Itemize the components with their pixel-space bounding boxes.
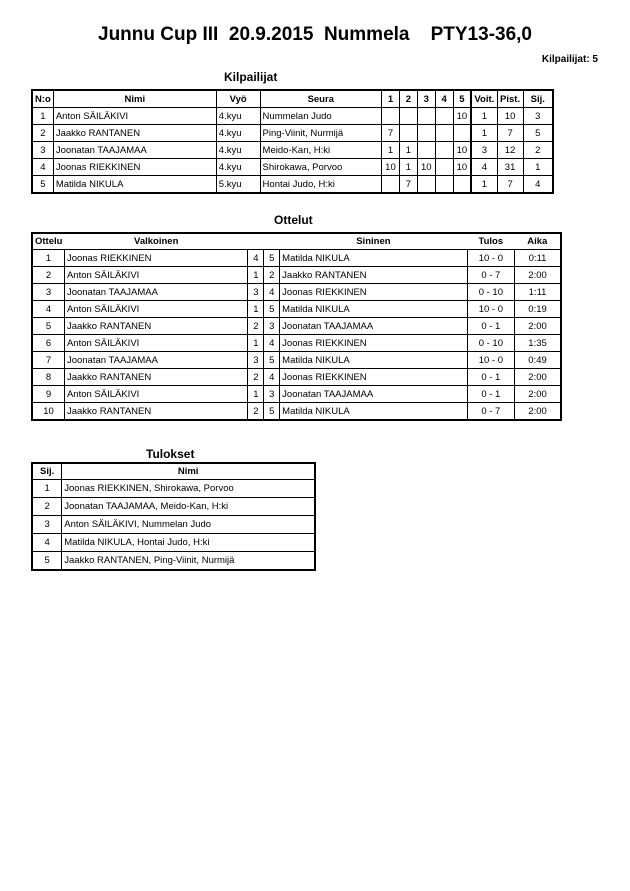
competitor-round-score xyxy=(399,125,417,142)
result-place: 4 xyxy=(32,534,62,552)
competitor-name: Anton SÄILÄKIVI xyxy=(53,108,216,125)
competitor-no: 3 xyxy=(32,142,53,159)
match-time: 0:11 xyxy=(515,250,561,267)
match-white-name: Jaakko RANTANEN xyxy=(64,403,248,421)
match-blue-name: Joonatan TAAJAMAA xyxy=(280,386,467,403)
competitors-header-row xyxy=(32,90,553,108)
competitor-round-score: 10 xyxy=(381,159,399,176)
match-white-no: 1 xyxy=(248,267,264,284)
match-result: 0 - 7 xyxy=(467,403,514,421)
competitor-points: 12 xyxy=(497,142,523,159)
competitor-points: 10 xyxy=(497,108,523,125)
result-name: Anton SÄILÄKIVI, Nummelan Judo xyxy=(62,516,315,534)
match-blue-name: Joonas RIEKKINEN xyxy=(280,284,467,301)
match-no: 4 xyxy=(32,301,64,318)
results-section-title: Tulokset xyxy=(146,447,195,461)
col-r4: 4 xyxy=(435,90,453,108)
competitor-place: 4 xyxy=(523,176,553,194)
competitor-round-score: 10 xyxy=(417,159,435,176)
results-table xyxy=(31,462,316,571)
results-header-row xyxy=(32,463,315,480)
match-blue-no: 5 xyxy=(264,301,280,318)
result-place: 1 xyxy=(32,480,62,498)
competitor-place: 5 xyxy=(523,125,553,142)
match-blue-no: 2 xyxy=(264,267,280,284)
result-name: Joonatan TAAJAMAA, Meido-Kan, H:ki xyxy=(62,498,315,516)
result-name: Jaakko RANTANEN, Ping-Viinit, Nurmijä xyxy=(62,552,315,571)
matches-table xyxy=(31,232,562,421)
competitor-club: Ping-Viinit, Nurmijä xyxy=(260,125,381,142)
competitor-club: Shirokawa, Porvoo xyxy=(260,159,381,176)
result-place: 5 xyxy=(32,552,62,571)
col-result: Tulos xyxy=(467,233,514,250)
result-row xyxy=(32,516,315,534)
competitor-round-score: 7 xyxy=(399,176,417,194)
competitor-round-score: 10 xyxy=(453,142,471,159)
match-blue-no: 3 xyxy=(264,386,280,403)
match-no: 1 xyxy=(32,250,64,267)
competitor-round-score xyxy=(435,108,453,125)
match-result: 10 - 0 xyxy=(467,301,514,318)
competitor-belt: 4.kyu xyxy=(216,159,260,176)
competitor-name: Jaakko RANTANEN xyxy=(53,125,216,142)
match-white-no: 1 xyxy=(248,301,264,318)
competitor-round-score xyxy=(417,176,435,194)
match-row xyxy=(32,352,561,369)
match-blue-no: 5 xyxy=(264,250,280,267)
col-r5: 5 xyxy=(453,90,471,108)
match-white-no: 4 xyxy=(248,250,264,267)
competitor-round-score: 10 xyxy=(453,159,471,176)
match-blue-name: Matilda NIKULA xyxy=(280,403,467,421)
competitor-belt: 4.kyu xyxy=(216,108,260,125)
match-result: 10 - 0 xyxy=(467,352,514,369)
match-result: 10 - 0 xyxy=(467,250,514,267)
competitor-round-score xyxy=(435,176,453,194)
match-time: 2:00 xyxy=(515,386,561,403)
col-time: Aika xyxy=(515,233,561,250)
match-time: 1:11 xyxy=(515,284,561,301)
match-blue-no: 4 xyxy=(264,369,280,386)
competitor-wins: 3 xyxy=(471,142,497,159)
match-blue-no: 4 xyxy=(264,335,280,352)
match-blue-name: Joonatan TAAJAMAA xyxy=(280,318,467,335)
match-white-name: Joonatan TAAJAMAA xyxy=(64,352,248,369)
result-row xyxy=(32,498,315,516)
match-row xyxy=(32,369,561,386)
result-name: Joonas RIEKKINEN, Shirokawa, Porvoo xyxy=(62,480,315,498)
result-row xyxy=(32,552,315,571)
col-r1: 1 xyxy=(381,90,399,108)
competitor-name: Matilda NIKULA xyxy=(53,176,216,194)
col-place: Sij. xyxy=(32,463,62,480)
match-blue-no: 5 xyxy=(264,352,280,369)
match-time: 2:00 xyxy=(515,403,561,421)
page-title: Junnu Cup III 20.9.2015 Nummela PTY13-36,0 xyxy=(98,24,532,45)
match-blue-name: Jaakko RANTANEN xyxy=(280,267,467,284)
competitor-row xyxy=(32,176,553,194)
competitor-round-score xyxy=(435,125,453,142)
competitor-wins: 1 xyxy=(471,176,497,194)
competitor-wins: 4 xyxy=(471,159,497,176)
match-row xyxy=(32,403,561,421)
competitor-count: Kilpailijat: 5 xyxy=(541,54,598,65)
match-time: 2:00 xyxy=(515,318,561,335)
match-white-name: Joonas RIEKKINEN xyxy=(64,250,248,267)
competitor-round-score: 1 xyxy=(381,142,399,159)
match-row xyxy=(32,335,561,352)
competitors-section-title: Kilpailijat xyxy=(224,70,278,84)
match-time: 2:00 xyxy=(515,369,561,386)
match-no: 3 xyxy=(32,284,64,301)
competitor-round-score xyxy=(453,125,471,142)
competitor-round-score xyxy=(417,108,435,125)
competitor-belt: 5.kyu xyxy=(216,176,260,194)
competitor-round-score xyxy=(417,125,435,142)
match-white-no: 2 xyxy=(248,369,264,386)
competitor-club: Nummelan Judo xyxy=(260,108,381,125)
match-result: 0 - 10 xyxy=(467,284,514,301)
col-blue: Sininen xyxy=(280,233,467,250)
result-row xyxy=(32,480,315,498)
competitor-name: Joonatan TAAJAMAA xyxy=(53,142,216,159)
matches-header-row xyxy=(32,233,561,250)
match-white-no: 1 xyxy=(248,386,264,403)
match-row xyxy=(32,284,561,301)
competitor-wins: 1 xyxy=(471,108,497,125)
col-club: Seura xyxy=(260,90,381,108)
match-no: 9 xyxy=(32,386,64,403)
match-white-no: 3 xyxy=(248,352,264,369)
match-white-name: Jaakko RANTANEN xyxy=(64,369,248,386)
competitor-belt: 4.kyu xyxy=(216,142,260,159)
competitor-place: 2 xyxy=(523,142,553,159)
match-white-no: 1 xyxy=(248,335,264,352)
match-no: 2 xyxy=(32,267,64,284)
competitor-no: 1 xyxy=(32,108,53,125)
competitor-round-score: 7 xyxy=(381,125,399,142)
competitor-round-score xyxy=(453,176,471,194)
match-blue-no: 3 xyxy=(264,318,280,335)
competitor-place: 1 xyxy=(523,159,553,176)
match-white-name: Anton SÄILÄKIVI xyxy=(64,386,248,403)
competitor-round-score xyxy=(417,142,435,159)
competitor-round-score xyxy=(399,108,417,125)
match-row xyxy=(32,301,561,318)
match-white-no: 2 xyxy=(248,318,264,335)
col-match: Ottelu xyxy=(32,233,64,250)
competitor-place: 3 xyxy=(523,108,553,125)
match-row xyxy=(32,386,561,403)
match-no: 7 xyxy=(32,352,64,369)
col-belt: Vyö xyxy=(216,90,260,108)
competitors-table xyxy=(31,89,554,194)
match-result: 0 - 1 xyxy=(467,386,514,403)
match-row xyxy=(32,318,561,335)
match-blue-no: 4 xyxy=(264,284,280,301)
competitor-no: 2 xyxy=(32,125,53,142)
result-row xyxy=(32,534,315,552)
match-row xyxy=(32,250,561,267)
result-place: 3 xyxy=(32,516,62,534)
match-white-no: 3 xyxy=(248,284,264,301)
col-name: Nimi xyxy=(62,463,315,480)
match-white-no: 2 xyxy=(248,403,264,421)
match-time: 2:00 xyxy=(515,267,561,284)
match-blue-name: Joonas RIEKKINEN xyxy=(280,369,467,386)
col-white: Valkoinen xyxy=(64,233,248,250)
competitor-row xyxy=(32,108,553,125)
competitor-round-score: 1 xyxy=(399,159,417,176)
competitor-round-score xyxy=(435,159,453,176)
competitor-wins: 1 xyxy=(471,125,497,142)
match-time: 0:49 xyxy=(515,352,561,369)
competitor-points: 7 xyxy=(497,125,523,142)
matches-section-title: Ottelut xyxy=(274,213,313,227)
col-wins: Voit. xyxy=(471,90,497,108)
match-blue-no: 5 xyxy=(264,403,280,421)
match-result: 0 - 7 xyxy=(467,267,514,284)
col-name: Nimi xyxy=(53,90,216,108)
competitor-round-score xyxy=(381,108,399,125)
competitor-name: Joonas RIEKKINEN xyxy=(53,159,216,176)
match-result: 0 - 1 xyxy=(467,318,514,335)
match-white-name: Jaakko RANTANEN xyxy=(64,318,248,335)
match-white-name: Joonatan TAAJAMAA xyxy=(64,284,248,301)
competitor-club: Meido-Kan, H:ki xyxy=(260,142,381,159)
match-no: 10 xyxy=(32,403,64,421)
competitor-row xyxy=(32,125,553,142)
match-white-name: Anton SÄILÄKIVI xyxy=(64,301,248,318)
match-blue-name: Matilda NIKULA xyxy=(280,301,467,318)
competitor-row xyxy=(32,159,553,176)
competitor-round-score: 1 xyxy=(399,142,417,159)
competitor-round-score xyxy=(435,142,453,159)
match-result: 0 - 1 xyxy=(467,369,514,386)
match-no: 8 xyxy=(32,369,64,386)
match-blue-name: Matilda NIKULA xyxy=(280,352,467,369)
competitor-round-score xyxy=(381,176,399,194)
competitor-no: 5 xyxy=(32,176,53,194)
match-white-name: Anton SÄILÄKIVI xyxy=(64,267,248,284)
result-place: 2 xyxy=(32,498,62,516)
competitor-club: Hontai Judo, H:ki xyxy=(260,176,381,194)
match-time: 1:35 xyxy=(515,335,561,352)
match-result: 0 - 10 xyxy=(467,335,514,352)
match-no: 6 xyxy=(32,335,64,352)
col-r2: 2 xyxy=(399,90,417,108)
match-blue-name: Matilda NIKULA xyxy=(280,250,467,267)
col-place: Sij. xyxy=(523,90,553,108)
match-no: 5 xyxy=(32,318,64,335)
col-r3: 3 xyxy=(417,90,435,108)
competitor-row xyxy=(32,142,553,159)
col-points: Pist. xyxy=(497,90,523,108)
match-time: 0:19 xyxy=(515,301,561,318)
col-no: N:o xyxy=(32,90,53,108)
match-blue-name: Joonas RIEKKINEN xyxy=(280,335,467,352)
match-white-name: Anton SÄILÄKIVI xyxy=(64,335,248,352)
result-name: Matilda NIKULA, Hontai Judo, H:ki xyxy=(62,534,315,552)
competitor-round-score: 10 xyxy=(453,108,471,125)
competitor-belt: 4.kyu xyxy=(216,125,260,142)
match-row xyxy=(32,267,561,284)
competitor-points: 7 xyxy=(497,176,523,194)
competitor-points: 31 xyxy=(497,159,523,176)
competitor-no: 4 xyxy=(32,159,53,176)
